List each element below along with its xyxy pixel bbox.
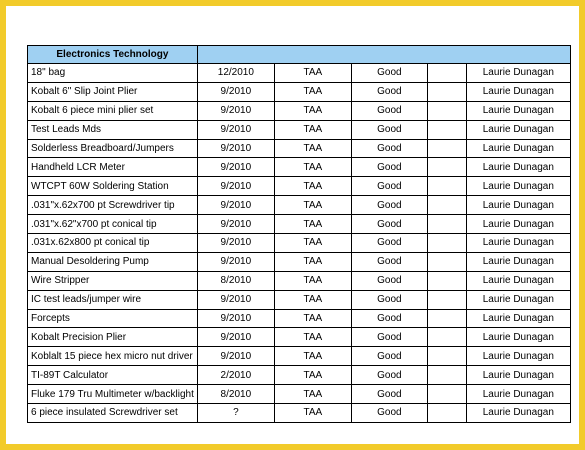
owner-cell: Laurie Dunagan <box>466 366 570 385</box>
notes-cell <box>427 328 466 347</box>
date-cell: 9/2010 <box>197 101 274 120</box>
item-name-cell: .031"x.62"x700 pt conical tip <box>28 215 198 234</box>
date-cell: 9/2010 <box>197 215 274 234</box>
item-name-cell: Solderless Breadboard/Jumpers <box>28 139 198 158</box>
item-name-cell: IC test leads/jumper wire <box>28 290 198 309</box>
owner-cell: Laurie Dunagan <box>466 158 570 177</box>
table-row <box>28 328 571 347</box>
notes-cell <box>427 177 466 196</box>
condition-cell: Good <box>351 328 427 347</box>
table-row <box>28 177 571 196</box>
item-name-cell: Koblalt 15 piece hex micro nut driver <box>28 347 198 366</box>
owner-cell: Laurie Dunagan <box>466 347 570 366</box>
date-cell: 2/2010 <box>197 366 274 385</box>
source-cell: TAA <box>274 196 351 215</box>
notes-cell <box>427 385 466 404</box>
date-cell: ? <box>197 404 274 423</box>
date-cell: 9/2010 <box>197 82 274 101</box>
source-cell: TAA <box>274 120 351 139</box>
source-cell: TAA <box>274 234 351 253</box>
source-cell: TAA <box>274 385 351 404</box>
notes-cell <box>427 347 466 366</box>
table-row <box>28 120 571 139</box>
source-cell: TAA <box>274 309 351 328</box>
source-cell: TAA <box>274 290 351 309</box>
condition-cell: Good <box>351 385 427 404</box>
owner-cell: Laurie Dunagan <box>466 290 570 309</box>
condition-cell: Good <box>351 404 427 423</box>
item-name-cell: Kobalt 6" Slip Joint Plier <box>28 82 198 101</box>
item-name-cell: 6 piece insulated Screwdriver set <box>28 404 198 423</box>
notes-cell <box>427 309 466 328</box>
source-cell: TAA <box>274 328 351 347</box>
owner-cell: Laurie Dunagan <box>466 252 570 271</box>
notes-cell <box>427 215 466 234</box>
owner-cell: Laurie Dunagan <box>466 101 570 120</box>
notes-cell <box>427 290 466 309</box>
date-cell: 8/2010 <box>197 385 274 404</box>
notes-cell <box>427 120 466 139</box>
owner-cell: Laurie Dunagan <box>466 196 570 215</box>
section-title: Electronics Technology <box>28 46 198 64</box>
condition-cell: Good <box>351 196 427 215</box>
owner-cell: Laurie Dunagan <box>466 177 570 196</box>
condition-cell: Good <box>351 366 427 385</box>
source-cell: TAA <box>274 64 351 83</box>
notes-cell <box>427 271 466 290</box>
date-cell: 9/2010 <box>197 290 274 309</box>
condition-cell: Good <box>351 120 427 139</box>
source-cell: TAA <box>274 271 351 290</box>
owner-cell: Laurie Dunagan <box>466 234 570 253</box>
owner-cell: Laurie Dunagan <box>466 139 570 158</box>
table-row <box>28 271 571 290</box>
table-row <box>28 366 571 385</box>
owner-cell: Laurie Dunagan <box>466 120 570 139</box>
source-cell: TAA <box>274 158 351 177</box>
table-row <box>28 385 571 404</box>
condition-cell: Good <box>351 177 427 196</box>
item-name-cell: Test Leads Mds <box>28 120 198 139</box>
notes-cell <box>427 158 466 177</box>
condition-cell: Good <box>351 347 427 366</box>
notes-cell <box>427 366 466 385</box>
notes-cell <box>427 234 466 253</box>
condition-cell: Good <box>351 309 427 328</box>
item-name-cell: Kobalt 6 piece mini plier set <box>28 101 198 120</box>
header-fill <box>197 46 570 64</box>
item-name-cell: Handheld LCR Meter <box>28 158 198 177</box>
table-row <box>28 158 571 177</box>
source-cell: TAA <box>274 82 351 101</box>
table-row <box>28 404 571 423</box>
date-cell: 9/2010 <box>197 347 274 366</box>
notes-cell <box>427 196 466 215</box>
item-name-cell: Fluke 179 Tru Multimeter w/backlight <box>28 385 198 404</box>
item-name-cell: .031x.62x800 pt conical tip <box>28 234 198 253</box>
header-row <box>28 46 571 64</box>
date-cell: 9/2010 <box>197 177 274 196</box>
table-row <box>28 82 571 101</box>
notes-cell <box>427 252 466 271</box>
date-cell: 9/2010 <box>197 196 274 215</box>
table-row <box>28 215 571 234</box>
source-cell: TAA <box>274 177 351 196</box>
owner-cell: Laurie Dunagan <box>466 385 570 404</box>
item-name-cell: Wire Stripper <box>28 271 198 290</box>
date-cell: 9/2010 <box>197 309 274 328</box>
table-row <box>28 290 571 309</box>
date-cell: 9/2010 <box>197 120 274 139</box>
item-name-cell: .031"x.62x700 pt Screwdriver tip <box>28 196 198 215</box>
source-cell: TAA <box>274 139 351 158</box>
table-row <box>28 139 571 158</box>
table-row <box>28 196 571 215</box>
item-name-cell: TI-89T Calculator <box>28 366 198 385</box>
notes-cell <box>427 404 466 423</box>
item-name-cell: WTCPT 60W Soldering Station <box>28 177 198 196</box>
condition-cell: Good <box>351 252 427 271</box>
table-row <box>28 64 571 83</box>
condition-cell: Good <box>351 101 427 120</box>
table-row <box>28 347 571 366</box>
notes-cell <box>427 139 466 158</box>
condition-cell: Good <box>351 158 427 177</box>
date-cell: 12/2010 <box>197 64 274 83</box>
table-row <box>28 234 571 253</box>
owner-cell: Laurie Dunagan <box>466 64 570 83</box>
notes-cell <box>427 82 466 101</box>
date-cell: 8/2010 <box>197 271 274 290</box>
source-cell: TAA <box>274 215 351 234</box>
condition-cell: Good <box>351 234 427 253</box>
condition-cell: Good <box>351 82 427 101</box>
owner-cell: Laurie Dunagan <box>466 215 570 234</box>
source-cell: TAA <box>274 347 351 366</box>
table-row <box>28 309 571 328</box>
owner-cell: Laurie Dunagan <box>466 404 570 423</box>
date-cell: 9/2010 <box>197 139 274 158</box>
owner-cell: Laurie Dunagan <box>466 82 570 101</box>
condition-cell: Good <box>351 139 427 158</box>
date-cell: 9/2010 <box>197 328 274 347</box>
condition-cell: Good <box>351 271 427 290</box>
date-cell: 9/2010 <box>197 234 274 253</box>
condition-cell: Good <box>351 64 427 83</box>
item-name-cell: Kobalt Precision Plier <box>28 328 198 347</box>
source-cell: TAA <box>274 101 351 120</box>
item-name-cell: Forcepts <box>28 309 198 328</box>
table-row <box>28 252 571 271</box>
source-cell: TAA <box>274 252 351 271</box>
condition-cell: Good <box>351 215 427 234</box>
item-name-cell: 18" bag <box>28 64 198 83</box>
table-row <box>28 101 571 120</box>
condition-cell: Good <box>351 290 427 309</box>
owner-cell: Laurie Dunagan <box>466 271 570 290</box>
notes-cell <box>427 101 466 120</box>
notes-cell <box>427 64 466 83</box>
source-cell: TAA <box>274 404 351 423</box>
inventory-table <box>27 45 571 423</box>
item-name-cell: Manual Desoldering Pump <box>28 252 198 271</box>
owner-cell: Laurie Dunagan <box>466 328 570 347</box>
owner-cell: Laurie Dunagan <box>466 309 570 328</box>
date-cell: 9/2010 <box>197 158 274 177</box>
source-cell: TAA <box>274 366 351 385</box>
date-cell: 9/2010 <box>197 252 274 271</box>
